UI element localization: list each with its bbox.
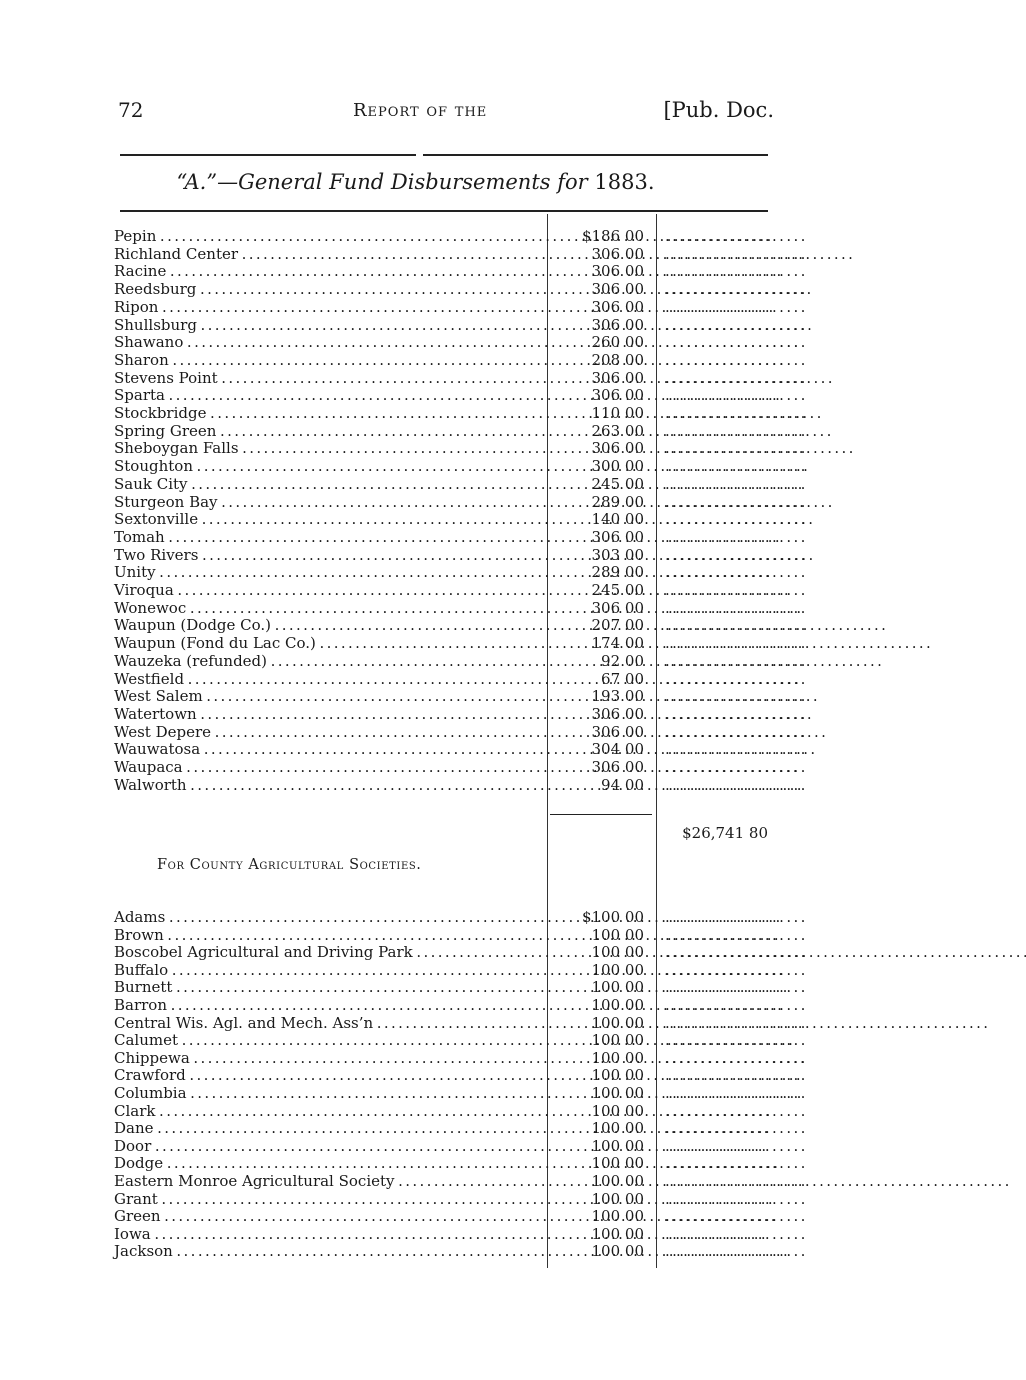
table-row [114,545,805,565]
table-row [114,244,805,264]
row-name: Sextonville . . . [114,511,542,529]
leader-dots: . . . . . . . . . . . . . . . . . . . . [665,943,805,962]
leader-dots: . . . . . . . . . . . . . . . . . . . . [665,669,805,688]
row-amount: 306 00 [591,244,644,263]
leader-dots: . . . . . . . . . . . . . . . . . . . . [665,492,805,511]
table-row [114,1154,805,1173]
row-amount: 100 00 [591,1242,644,1261]
table-row [114,1242,805,1261]
row-name: Stoughton . . . [114,458,542,476]
row-amount: 245 00 [591,581,644,599]
leader-dots: . . . . . . . . . . . . . . . . . . . . [665,1224,805,1243]
row-amount: 263 00 [591,421,644,440]
row-name: Clark . . . [114,1103,542,1121]
table-row [114,527,805,547]
row-name: Watertown . . . [114,706,542,724]
title-main: “A.”—General Fund Disbursements [176,170,551,194]
table-row [114,1101,805,1121]
row-name: Viroqua . . . [114,582,542,600]
row-amount: 306 00 [591,598,644,617]
row-amount: 100 00 [591,1172,644,1190]
leader-dots: . . . . . . . . . . . . . . . . . . . . [665,1048,805,1067]
row-amount: 174 00 [591,634,644,653]
row-name: Waupun (Fond du Lac Co.) . . . [114,635,542,653]
row-amount: 100 00 [591,1066,644,1085]
table-row [114,669,805,689]
leader-dots: . . . . . . . . . . . . . . . . . . . . [665,227,805,245]
leader-dots: . . . . . . . . . . . . . . . . . . . . [665,262,805,281]
row-name: Walworth . . . [114,777,542,795]
leader-dots: . . . . . . . . . . . . . . . . . . . . [665,908,805,926]
table-row [114,651,805,671]
leader-dots: . . . . . . . . . . . . . . . . . . . . [665,474,805,493]
row-name: Eastern Monroe Agricultural Society . . . [114,1173,542,1191]
leader-dots: . . . . . . . . . . . . . . . . . . . . [665,545,805,564]
row-amount: 193 00 [591,687,644,706]
leader-dots: . . . . . . . . . . . . . . . . . . . . [665,651,805,670]
leader-dots: . . . . . . . . . . . . . . . . . . . . [665,333,805,352]
row-name: Crawford . . . [114,1067,542,1085]
row-amount: 100 00 [591,1013,644,1032]
leader-dots: . . . . . . . . . . . . . . . . . . . . [665,386,805,405]
row-name: Shullsburg . . . [114,317,542,335]
leader-dots: . . . . . . . . . . . . . . . . . . . . [665,687,805,706]
row-name: Dane . . . [114,1120,542,1138]
row-name: Wauwatosa . . . [114,741,542,759]
row-name: Two Rivers . . . [114,547,542,565]
row-name: Waupaca . . . [114,759,542,777]
table-row [114,775,805,795]
table-row [114,925,805,945]
table-row [114,1119,805,1138]
table-row [114,740,805,759]
row-amount: 306 00 [591,297,644,316]
leader-dots: . . . . . . . . . . . . . . . . . . . . [665,457,805,476]
subtotal-rule [550,814,652,815]
header-rule-left [120,154,416,156]
row-name: Iowa . . . [114,1226,542,1244]
row-name: Richland Center . . . [114,246,542,264]
leader-dots: . . . . . . . . . . . . . . . . . . . . [665,527,805,546]
leader-dots: . . . . . . . . . . . . . . . . . . . . [665,704,805,723]
leader-dots: . . . . . . . . . . . . . . . . . . . . [665,1066,805,1085]
leader-dots: . . . . . . . . . . . . . . . . . . . . [665,368,805,387]
row-amount: 303 00 [591,545,644,564]
table-row [114,634,805,653]
table-row [114,262,805,281]
leader-dots: . . . . . . . . . . . . . . . . . . . . [665,1154,805,1173]
table-row [114,960,805,980]
table-row [114,227,805,246]
row-amount: 306 00 [591,386,644,405]
row-name: Barron . . . [114,997,542,1015]
row-amount: $100 00 [581,908,644,926]
table-row [114,1031,805,1050]
leader-dots: . . . . . . . . . . . . . . . . . . . . [665,758,805,776]
row-amount: 100 00 [591,943,644,962]
row-name: Calumet . . . [114,1032,542,1050]
leader-dots: . . . . . . . . . . . . . . . . . . . . [665,563,805,582]
row-amount: 306 00 [591,262,644,281]
row-amount: $186 00 [581,227,644,245]
row-amount: 300 00 [591,457,644,476]
row-name: Unity . . . [114,564,542,582]
table-row [114,474,805,494]
row-name: West Depere . . . [114,724,542,742]
row-name: Adams . . . [114,909,542,927]
table-row [114,978,805,997]
table-row [114,908,805,927]
row-name: Sharon . . . [114,352,542,370]
row-name: Shawano . . . [114,334,542,352]
row-name: Tomah . . . [114,529,542,547]
row-amount: 92 00 [601,651,644,670]
row-name: Sheboygan Falls . . . [114,440,542,458]
row-amount: 67 00 [601,669,644,688]
row-amount: 207 00 [591,616,644,635]
leader-dots: . . . . . . . . . . . . . . . . . . . . [665,1084,805,1102]
table-row [114,280,805,299]
row-amount: 100 00 [591,1154,644,1173]
table-row [114,1084,805,1103]
running-head: Report of the [353,100,488,121]
row-name: West Salem . . . [114,688,542,706]
table-row [114,687,805,706]
leader-dots: . . . . . . . . . . . . . . . . . . . . [665,315,805,334]
row-amount: 100 00 [591,960,644,979]
leader-dots: . . . . . . . . . . . . . . . . . . . . [665,598,805,617]
title-for: for [557,170,588,194]
row-name: Boscobel Agricultural and Driving Park . . . [114,944,542,962]
row-name: Green . . . [114,1208,542,1226]
row-name: Pepin . . . [114,228,542,246]
row-amount: 306 00 [591,758,644,776]
section-total: $26,741 80 [682,824,768,842]
row-amount: 289 00 [591,563,644,582]
row-amount: 100 00 [591,1207,644,1226]
table-row [114,457,805,476]
table-row [114,439,805,458]
row-amount: 140 00 [591,510,644,529]
row-amount: 306 00 [591,280,644,299]
leader-dots: . . . . . . . . . . . . . . . . . . . . [665,1031,805,1050]
leader-dots: . . . . . . . . . . . . . . . . . . . . [665,1189,805,1208]
title-rule [120,210,768,212]
row-amount: 100 00 [591,996,644,1014]
row-amount: 289 00 [591,492,644,511]
table-row [114,563,805,582]
row-amount: 306 00 [591,704,644,723]
leader-dots: . . . . . . . . . . . . . . . . . . . . [665,297,805,316]
row-amount: 100 00 [591,925,644,944]
leader-dots: . . . . . . . . . . . . . . . . . . . . [665,960,805,979]
leader-dots: . . . . . . . . . . . . . . . . . . . . [665,740,805,759]
row-name: Sturgeon Bay . . . [114,494,542,512]
row-amount: 94 00 [601,775,644,794]
leader-dots: . . . . . . . . . . . . . . . . . . . . [665,1101,805,1120]
leader-dots: . . . . . . . . . . . . . . . . . . . . [665,722,805,741]
leader-dots: . . . . . . . . . . . . . . . . . . . . [665,510,805,529]
row-name: Wauzeka (refunded) . . . [114,653,542,671]
row-name: Central Wis. Agl. and Mech. Ass’n . . . [114,1015,542,1033]
leader-dots: . . . . . . . . . . . . . . . . . . . . [665,581,805,599]
table-row [114,598,805,618]
table-title [0,170,831,194]
table-row [114,368,805,388]
table-row [114,1172,805,1191]
leader-dots: . . . . . . . . . . . . . . . . . . . . [665,616,805,635]
row-name: Westfield . . . [114,671,542,689]
row-name: Sauk City . . . [114,476,542,494]
leader-dots: . . . . . . . . . . . . . . . . . . . . [665,775,805,794]
table-row [114,996,805,1015]
leader-dots: . . . . . . . . . . . . . . . . . . . . [665,404,805,422]
row-name: Sparta . . . [114,387,542,405]
table-row [114,510,805,529]
table-row [114,1189,805,1209]
row-amount: 100 00 [591,1136,644,1155]
row-amount: 306 00 [591,368,644,387]
table-row [114,1136,805,1156]
table-row [114,333,805,352]
leader-dots: . . . . . . . . . . . . . . . . . . . . [665,350,805,369]
table-row [114,386,805,405]
row-amount: 208 00 [591,350,644,369]
row-name: Brown . . . [114,927,542,945]
leader-dots: . . . . . . . . . . . . . . . . . . . . [665,421,805,440]
row-name: Door . . . [114,1138,542,1156]
row-amount: 100 00 [591,1189,644,1208]
leader-dots: . . . . . . . . . . . . . . . . . . . . [665,439,805,458]
row-amount: 100 00 [591,1048,644,1067]
section-heading: For County Agricultural Societies. [157,857,422,873]
table-row [114,1224,805,1244]
table-row [114,943,805,962]
leader-dots: . . . . . . . . . . . . . . . . . . . . [665,1242,805,1261]
table-row [114,421,805,441]
header-rule-right [423,154,768,156]
leader-dots: . . . . . . . . . . . . . . . . . . . . [665,996,805,1014]
leader-dots: . . . . . . . . . . . . . . . . . . . . [665,1172,805,1190]
row-amount: 100 00 [591,1101,644,1120]
row-name: Stevens Point . . . [114,370,542,388]
title-year: 1883. [594,170,655,194]
leader-dots: . . . . . . . . . . . . . . . . . . . . [665,1136,805,1155]
table-row [114,315,805,335]
leader-dots: . . . . . . . . . . . . . . . . . . . . [665,1207,805,1226]
row-name: Reedsburg . . . [114,281,542,299]
row-name: Burnett . . . [114,979,542,997]
table-row [114,616,805,635]
row-amount: 260 00 [591,333,644,352]
table-row [114,404,805,423]
leader-dots: . . . . . . . . . . . . . . . . . . . . [665,244,805,263]
table-row [114,350,805,370]
table-row [114,581,805,600]
leader-dots: . . . . . . . . . . . . . . . . . . . . [665,978,805,997]
row-amount: 306 00 [591,439,644,458]
row-amount: 306 00 [591,315,644,334]
row-name: Spring Green . . . [114,423,542,441]
table-row [114,1066,805,1085]
table-row [114,758,805,777]
table-row [114,722,805,742]
table-row [114,1207,805,1226]
table-row [114,1048,805,1068]
table-row [114,297,805,317]
row-name: Buffalo . . . [114,962,542,980]
row-name: Ripon . . . [114,299,542,317]
row-amount: 306 00 [591,527,644,546]
leader-dots: . . . . . . . . . . . . . . . . . . . . [665,1013,805,1032]
leader-dots: . . . . . . . . . . . . . . . . . . . . [665,280,805,299]
row-name: Grant . . . [114,1191,542,1209]
row-amount: 100 00 [591,1084,644,1102]
table-row [114,1013,805,1033]
row-name: Dodge . . . [114,1155,542,1173]
table-row [114,704,805,724]
row-amount: 245 00 [591,474,644,493]
row-name: Waupun (Dodge Co.) . . . [114,617,542,635]
row-amount: 100 00 [591,978,644,997]
row-amount: 100 00 [591,1119,644,1138]
page-number: 72 [118,98,144,122]
row-name: Chippewa . . . [114,1050,542,1068]
row-name: Stockbridge . . . [114,405,542,423]
row-name: Wonewoc . . . [114,600,542,618]
leader-dots: . . . . . . . . . . . . . . . . . . . . [665,634,805,653]
row-name: Racine . . . [114,263,542,281]
row-amount: 306 00 [591,722,644,741]
row-amount: 304 00 [591,740,644,759]
row-amount: 100 00 [591,1224,644,1243]
row-name: Columbia . . . [114,1085,542,1103]
document-reference: [Pub. Doc. [663,98,774,122]
page-header [118,98,774,128]
leader-dots: . . . . . . . . . . . . . . . . . . . . [665,925,805,944]
table-row [114,492,805,512]
row-amount: 110 00 [591,404,644,422]
row-amount: 100 00 [591,1031,644,1050]
row-name: Jackson . . . [114,1243,542,1261]
leader-dots: . . . . . . . . . . . . . . . . . . . . [665,1119,805,1138]
